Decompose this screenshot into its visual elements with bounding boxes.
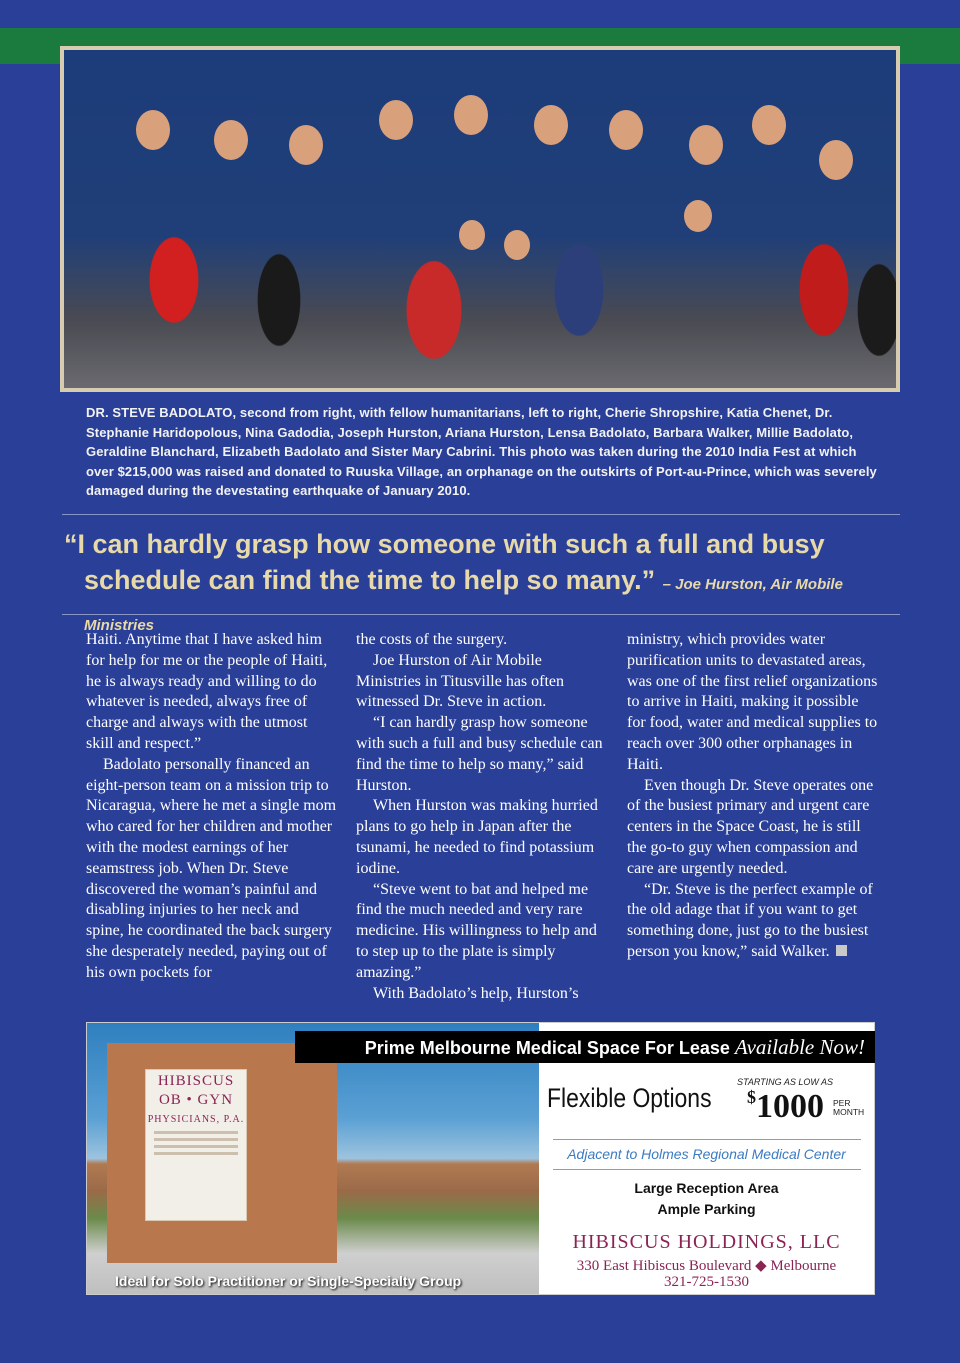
top-band [0, 0, 960, 28]
paragraph: Haiti. Anytime that I have asked him for help for me or the people of Haiti, he is always ready and willing to do whatever is needed, always free of charge and always with the utmost skill and respect.” [86, 631, 328, 752]
feature-parking: Ample Parking [657, 1201, 756, 1217]
paragraph: When Hurston was making hurried plans to go help in Japan after the tsunami, he needed to find potassium iodine. [356, 797, 598, 877]
article-column-2 [356, 630, 608, 1004]
pull-quote-attribution: – Joe Hurston, Air Mobile Ministries [84, 576, 843, 634]
price-month: MONTH [833, 1107, 865, 1117]
sign-plate [145, 1069, 247, 1221]
group-photo-frame [60, 46, 900, 392]
ad-details [539, 1067, 874, 1294]
ad-divider [553, 1139, 861, 1140]
divider-top [62, 514, 900, 515]
ad-headline: Flexible Options [547, 1083, 712, 1113]
pull-quote-line2: schedule can find the time to help so many.” [84, 565, 656, 595]
group-photo [64, 50, 896, 388]
price-prefix: STARTING AS LOW AS [737, 1077, 834, 1087]
feature-reception: Large Reception Area [634, 1180, 779, 1196]
paragraph: the costs of the surgery. [356, 631, 508, 648]
paragraph: Badolato personally financed an eight-person team on a mission trip to Nicaragua, where he met a single mom who cared for her children and mother with the modest earnings of her seamstress job. When Dr. Steve discovered the woman’s painful and disabling injuries to her neck and spine, he coordinated the back surgery she desperately needed, paying out of his own pockets for [86, 755, 337, 981]
location-note: Adjacent to Holmes Regional Medical Center [567, 1146, 846, 1162]
pull-quote-line1: “I can hardly grasp how someone with such a full and busy [64, 529, 825, 559]
paragraph-text: “Dr. Steve is the perfect example of the old adage that if you want to get something done, just go to the busiest person you know,” said Walker. [627, 880, 873, 960]
pull-quote [64, 526, 914, 644]
sign-specialty: OB • GYN [158, 1092, 234, 1108]
article-column-3 [627, 630, 879, 963]
sign-name: HIBISCUS [157, 1073, 235, 1089]
paragraph: Even though Dr. Steve operates one of the busiest primary and urgent care centers in the Space Coast, he is still the go-to guy when compassion and care are urgently needed. [627, 776, 874, 877]
end-mark-icon [836, 945, 847, 956]
company-phone[interactable]: 321-725-1530 [664, 1274, 749, 1290]
paragraph: “Steve went to bat and helped me find the much needed and very rare medicine. His willingness to help and to step up to the plate is simply amazing.” [356, 880, 597, 981]
sign-practice: PHYSICIANS, P.A. [147, 1114, 245, 1125]
price [747, 1087, 824, 1126]
sign-line [154, 1138, 238, 1141]
sign-line [154, 1152, 238, 1155]
paragraph-last [627, 880, 879, 963]
price-per: PER [833, 1098, 851, 1108]
price-period [833, 1099, 864, 1117]
advertisement[interactable] [86, 1022, 875, 1295]
company-address: 330 East Hibiscus Boulevard ◆ Melbourne [576, 1258, 837, 1274]
company-name: HIBISCUS HOLDINGS, LLC [572, 1231, 841, 1253]
building-photo [87, 1023, 539, 1294]
paragraph: ministry, which provides water purification units to devastated areas, was one of the first relief organizations to arrive in Haiti, making it possible for food, water and medical supplies to reach over 300 other orphanages in Haiti. [627, 631, 878, 773]
ad-banner [295, 1031, 875, 1063]
building-sign [107, 1043, 337, 1263]
photo-tagline: Ideal for Solo Practitioner or Single-Specialty Group [115, 1273, 462, 1289]
divider-bottom [62, 614, 900, 615]
paragraph: “I can hardly grasp how someone with such a full and busy schedule can find the time to help so many,” said Hurston. [356, 714, 603, 794]
banner-available: Available Now! [734, 1035, 865, 1059]
paragraph: With Badolato’s help, Hurston’s [373, 984, 579, 1002]
ad-divider [553, 1169, 861, 1170]
sign-line [154, 1131, 238, 1134]
photo-caption: DR. STEVE BADOLATO, second from right, with fellow humanitarians, left to right, Cherie Shropshire, Katia Chenet, Dr. Stephanie Haridopolous, Nina Gadodia, Joseph Hurston, Ariana Hurston, Lensa Badolato, Barbara Walker, Millie Badolato, Geraldine Blanchard, Elizabeth Badolato and Sister Mary Cabrini. This photo was taken during the 2010 India Fest at which over $215,000 was raised and donated to Ruuska Village, an orphanage on the outskirts of Port-au-Prince, which was severely damaged during the devestating earthquake of January 2010. [86, 405, 877, 498]
price-value: 1000 [756, 1088, 824, 1125]
banner-main: Prime Melbourne Medical Space For Lease [364, 1038, 730, 1058]
article-column-1 [86, 630, 338, 984]
price-symbol: $ [747, 1087, 756, 1107]
paragraph: Joe Hurston of Air Mobile Ministries in Titusville has often witnessed Dr. Steve in action. [356, 651, 565, 711]
sign-line [154, 1145, 238, 1148]
